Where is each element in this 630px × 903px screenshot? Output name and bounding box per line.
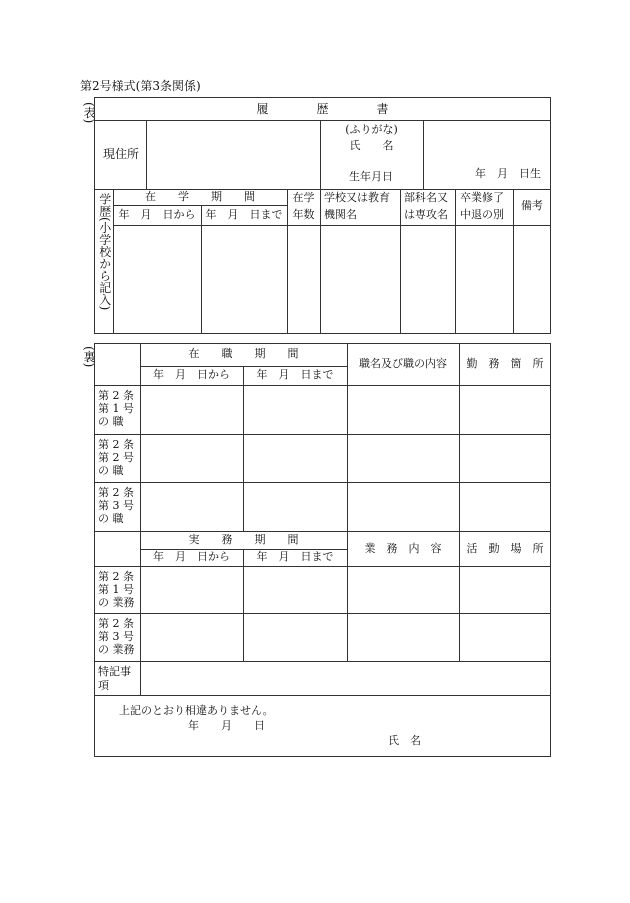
back-side-label: (裏) [82,346,96,368]
school-label-2: 機関名 [324,208,357,221]
resume-heading: 履 歴 書 [256,102,389,116]
prac-from-label: 年 月 日から [153,550,230,563]
job-row-label: 第 2 条 第 3 号 の 職 [98,486,134,526]
job-row-label: 第 2 条 第 1 号 の 職 [98,389,134,429]
dob-value: 年 月 日生 [475,167,541,180]
special-notes-label: 特記事 項 [98,665,131,692]
remarks-label: 備考 [521,199,543,212]
furigana-label: (ふりがな) [345,123,398,136]
signature-label: 氏 名 [388,734,421,747]
front-side-label: (表) [82,102,96,124]
years-label-2: 年数 [292,208,315,221]
employment-period-label: 在 職 期 間 [188,347,299,360]
activity-place-label: 活 動 場 所 [466,542,544,555]
dept-label-1: 部科名又 [404,191,448,204]
years-label-1: 在学 [292,191,315,204]
job-row-label: 第 2 条 第 2 号 の 職 [98,438,134,478]
practice-period-label: 実 務 期 間 [188,533,299,546]
business-row-label: 第 2 条 第 3 号 の 業務 [98,617,135,657]
grad-label-1: 卒業修了 [460,191,504,204]
declaration-text: 上記のとおり相違ありません。 [119,704,274,717]
from-label: 年 月 日から [118,208,196,221]
business-row-label: 第 2 条 第 1 号 の 業務 [98,570,135,610]
school-label-1: 学校又は教育 [324,191,390,204]
workplace-label: 勤 務 箇 所 [466,357,544,370]
period-label: 在 学 期 間 [145,190,255,203]
declaration-date: 年 月 日 [188,719,265,732]
history-label: 学歴(小学校から記入) [97,193,112,311]
dept-label-2: は専攻名 [404,208,448,221]
business-content-label: 業 務 内 容 [364,542,442,555]
form-title: 第2号様式(第3条関係) [80,79,201,93]
grad-label-2: 中退の別 [460,208,504,221]
prac-to-label: 年 月 日まで [256,550,334,563]
emp-to-label: 年 月 日まで [256,368,334,381]
to-label: 年 月 日まで [205,208,283,221]
name-label: 氏 名 [349,139,394,152]
job-content-label: 職名及び職の内容 [359,357,447,370]
address-label: 現住所 [103,147,140,161]
emp-from-label: 年 月 日から [153,368,230,381]
dob-label: 生年月日 [349,170,393,183]
